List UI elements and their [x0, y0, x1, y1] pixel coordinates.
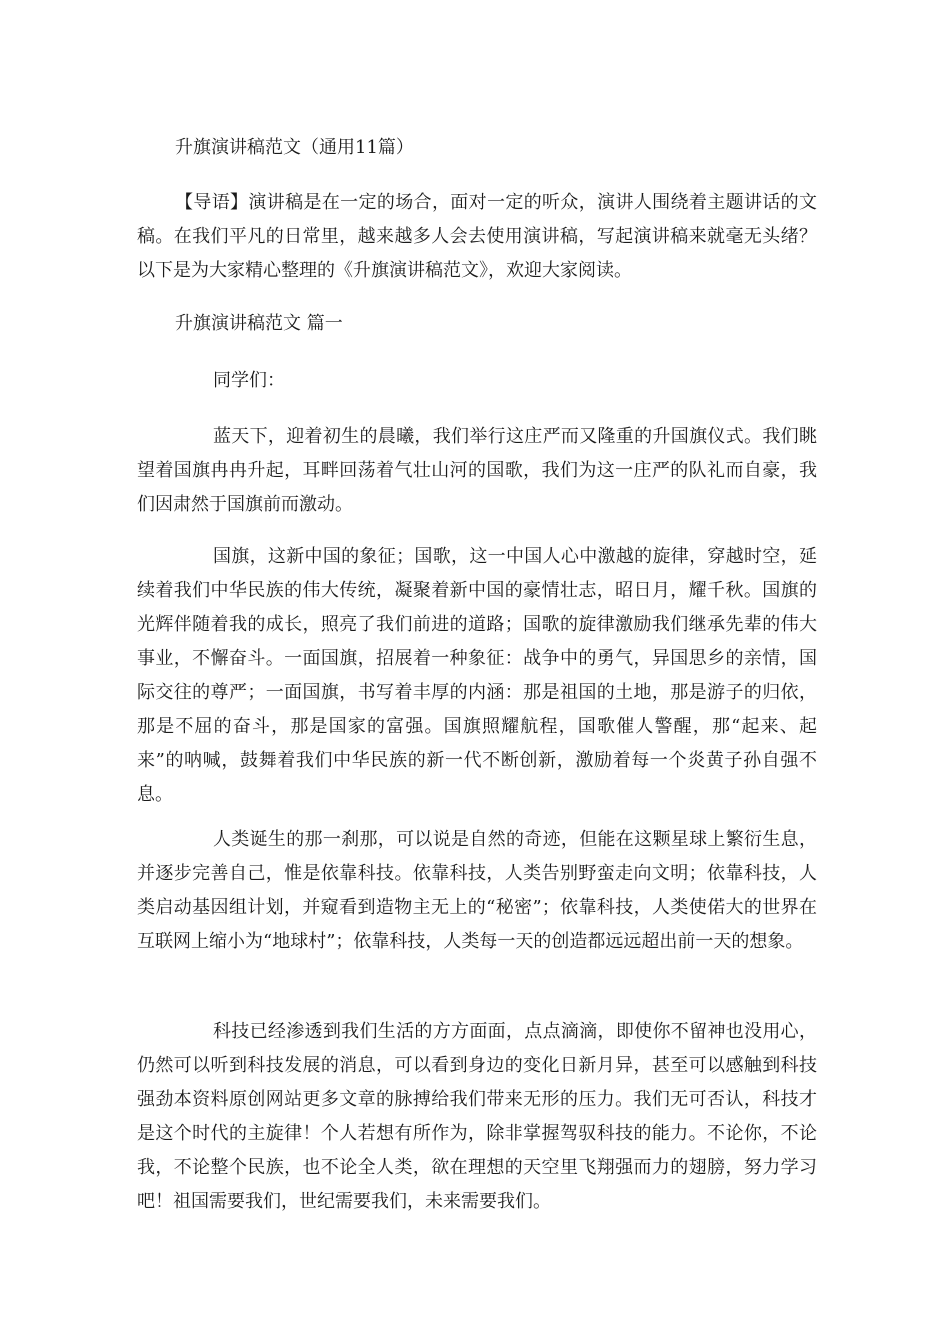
intro-paragraph: 【导语】演讲稿是在一定的场合，面对一定的听众，演讲人围绕着主题讲话的文稿。在我们平凡的日常里，越来越多人会去使用演讲稿，写起演讲稿来就毫无头绪？以下是为大家精心整理的《升旗演讲稿范文》，欢迎大家阅读。	[137, 192, 817, 281]
speech-paragraph-2: 国旗，这新中国的象征；国歌，这一中国人心中激越的旋律，穿越时空，延续着我们中华民族的伟大传统，凝聚着新中国的豪情壮志，昭日月，耀千秋。国旗的光辉伴随着我的成长，照亮了我们前进的道路；国歌的旋律激励我们继承先辈的伟大事业，不懈奋斗。一面国旗，招展着一种象征：战争中的勇气，异国思乡的亲情，国际交往的尊严；一面国旗，书写着丰厚的内涵：那是祖国的土地，那是游子的归依，那是不屈的奋斗，那是国家的富强。国旗照耀航程，国歌催人警醒，那“起来、起来”的呐喊，鼓舞着我们中华民族的新一代不断创新，激励着每一个炎黄子孙自强不息。	[137, 546, 817, 805]
speech-paragraph-3: 人类诞生的那一刹那，可以说是自然的奇迹，但能在这颗星球上繁衍生息，并逐步完善自己，惟是依靠科技。依靠科技，人类告别野蛮走向文明；依靠科技，人类启动基因组计划，并窥看到造物主无上的“秘密”；依靠科技，人类使偌大的世界在互联网上缩小为“地球村”；依靠科技，人类每一天的创造都远远超出前一天的想象。	[137, 829, 817, 952]
speech-greeting: 同学们：	[213, 370, 285, 391]
document-title: 升旗演讲稿范文（通用11篇）	[175, 137, 414, 158]
speech-paragraph-1: 蓝天下，迎着初生的晨曦，我们举行这庄严而又隆重的升国旗仪式。我们眺望着国旗冉冉升起，耳畔回荡着气壮山河的国歌，我们为这一庄严的队礼而自豪，我们因肃然于国旗前而激动。	[137, 426, 817, 515]
section-heading: 升旗演讲稿范文 篇一	[175, 313, 343, 334]
speech-paragraph-4: 科技已经渗透到我们生活的方方面面，点点滴滴，即使你不留神也没用心，仍然可以听到科技发展的消息，可以看到身边的变化日新月异，甚至可以感触到科技强劲本资料原创网站更多文章的脉搏给我们带来无形的压力。我们无可否认，科技才是这个时代的主旋律！个人若想有所作为，除非掌握驾驭科技的能力。不论你，不论我，不论整个民族，也不论全人类，欲在理想的天空里飞翔强而力的翅膀，努力学习吧！祖国需要我们，世纪需要我们，未来需要我们。	[137, 1021, 817, 1212]
